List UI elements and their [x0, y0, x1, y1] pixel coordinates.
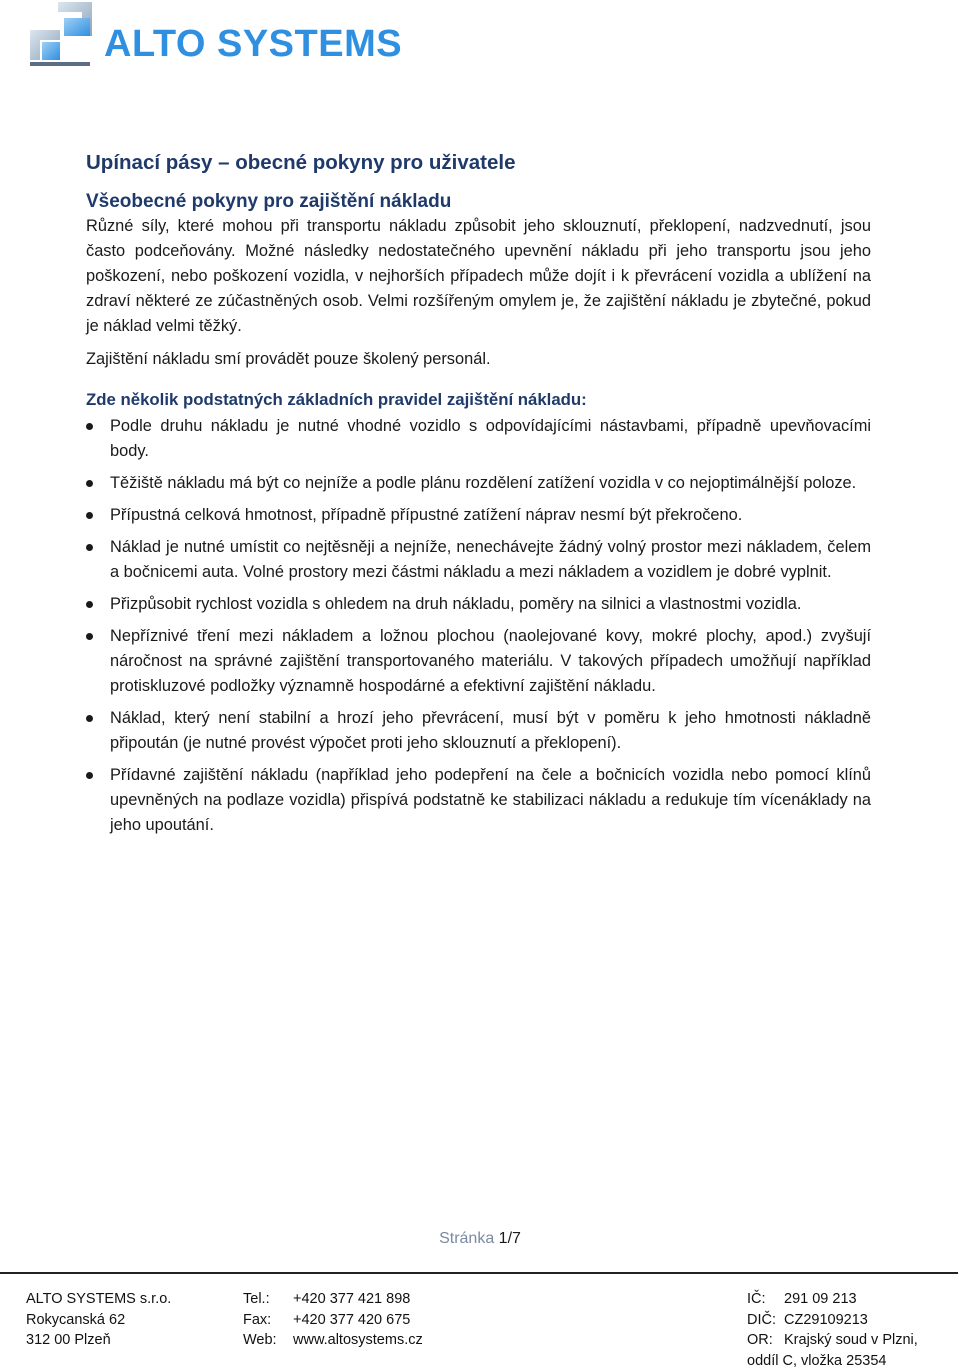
document-title: Upínací pásy – obecné pokyny pro uživatele [86, 150, 871, 176]
bullet-icon [86, 512, 93, 519]
web-label: Web: [243, 1330, 293, 1351]
company-logo [28, 0, 428, 70]
company-city: 312 00 Plzeň [26, 1330, 171, 1351]
or-label: OR: [747, 1330, 784, 1351]
logo-wordmark: ALTO SYSTEMS [104, 25, 402, 63]
company-street: Rokycanská 62 [26, 1310, 171, 1331]
bullet-icon [86, 423, 93, 430]
dic-label: DIČ: [747, 1310, 784, 1331]
section-heading: Všeobecné pokyny pro zajištění nákladu [86, 190, 871, 214]
rules-heading: Zde několik podstatných základních pravidel zajištění nákladu: [86, 389, 871, 411]
footer-address [26, 1289, 171, 1351]
list-item-text: Náklad je nutné umístit co nejtěsněji a nejníže, nenechávejte žádný volný prostor mezi nákladem, čelem a bočnicemi auta. Volné prostory mezi částmi nákladu a mezi nákladem a vozidlem je dobré vyplnit. [110, 538, 871, 581]
intro-paragraph: Různé síly, které mohou při transportu nákladu způsobit jeho sklouznutí, překlopení, nadzvednutí, jsou často podceňovány. Možné následky nedostatečného upevnění nákladu při jeho transportu jsou jeho poškození, nebo poškození vozidla, v nejhorších případech může dojít i k převrácení vozidla a ublížení na zdraví některé ze zúčastněných osob. Velmi rozšířeným omylem je, že zajištění nákladu je zbytečné, pokud je náklad velmi těžký. [86, 214, 871, 339]
ic-value: 291 09 213 [784, 1289, 857, 1310]
list-item [86, 471, 871, 496]
fax-label: Fax: [243, 1310, 293, 1331]
web-link[interactable]: www.altosystems.cz [293, 1330, 423, 1351]
list-item-text: Přídavné zajištění nákladu (například jeho podepření na čele a bočnicích vozidla nebo pomocí klínů upevněných na podlaze vozidla) přispívá podstatně ke stabilizaci nákladu a redukuje tím vícenáklady na jeho upoutání. [110, 766, 871, 834]
list-item [86, 763, 871, 838]
list-item-text: Přizpůsobit rychlost vozidla s ohledem na druh nákladu, poměry na silnici a vlastnostmi vozidla. [110, 595, 801, 613]
list-item [86, 414, 871, 464]
bullet-icon [86, 480, 93, 487]
ic-label: IČ: [747, 1289, 784, 1310]
fax-value: +420 377 420 675 [293, 1310, 410, 1331]
bullet-icon [86, 601, 93, 608]
bullet-icon [86, 772, 93, 779]
or-value-continued: oddíl C, vložka 25354 [747, 1351, 918, 1371]
logo-mark-icon [28, 0, 100, 68]
rules-list [86, 414, 871, 838]
tel-value: +420 377 421 898 [293, 1289, 410, 1310]
tel-label: Tel.: [243, 1289, 293, 1310]
list-item [86, 592, 871, 617]
list-item [86, 706, 871, 756]
bullet-icon [86, 544, 93, 551]
or-value: Krajský soud v Plzni, [784, 1330, 918, 1351]
list-item [86, 624, 871, 699]
note-paragraph: Zajištění nákladu smí provádět pouze školený personál. [86, 347, 871, 372]
footer-divider [0, 1272, 958, 1274]
page-number [0, 1230, 960, 1248]
document-body [86, 150, 871, 845]
list-item-text: Náklad, který není stabilní a hrozí jeho převrácení, musí být v poměru k jeho hmotnosti nákladně připoután (je nutné provést výpočet proti jeho sklouznutí a překlopení). [110, 709, 871, 752]
bullet-icon [86, 633, 93, 640]
company-name: ALTO SYSTEMS s.r.o. [26, 1289, 171, 1310]
list-item-text: Nepříznivé tření mezi nákladem a ložnou plochou (naolejované kovy, mokré plochy, apod.) zvyšují náročnost na správné zajištění transportovaného materiálu. V takových případech umožňují například protiskluzové podložky významně hospodárné a efektivní zajištění nákladu. [110, 627, 871, 695]
list-item-text: Podle druhu nákladu je nutné vhodné vozidlo s odpovídajícími nástavbami, případně upevňovacími body. [110, 417, 871, 460]
list-item [86, 503, 871, 528]
dic-value: CZ29109213 [784, 1310, 868, 1331]
footer-contacts [243, 1289, 423, 1351]
bullet-icon [86, 715, 93, 722]
list-item-text: Těžiště nákladu má být co nejníže a podle plánu rozdělení zatížení vozidla v co nejoptimálnější poloze. [110, 474, 856, 492]
list-item [86, 535, 871, 585]
footer-registration [747, 1289, 918, 1371]
list-item-text: Přípustná celková hmotnost, případně přípustné zatížení náprav nesmí být překročeno. [110, 506, 742, 524]
page-count: 1/7 [499, 1230, 521, 1247]
page-label: Stránka [439, 1230, 494, 1247]
